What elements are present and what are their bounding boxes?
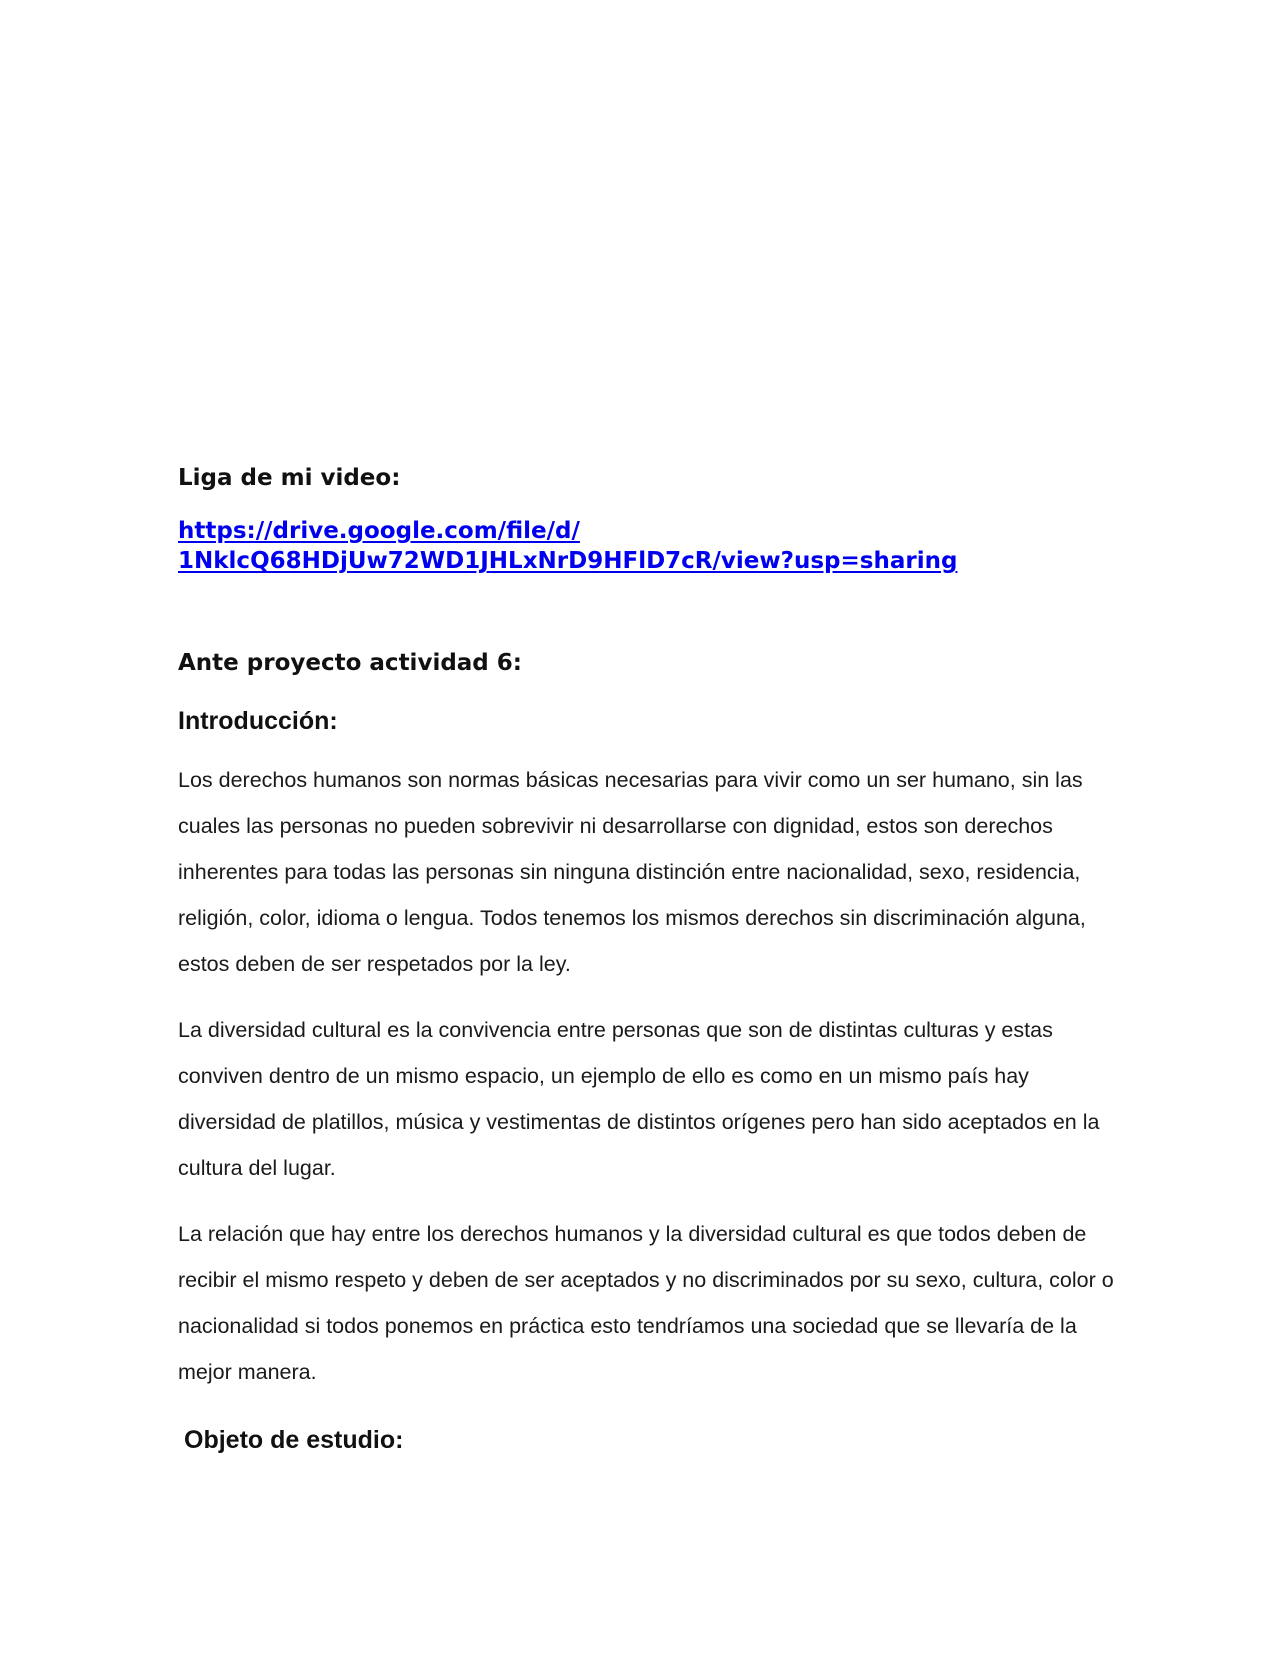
object-heading-block [184,1424,1114,1456]
paragraph-2: La diversidad cultural es la convivencia entre personas que son de distintas culturas y estas conviven dentro de un mismo espacio, un ejemplo de ello es como en un mismo país hay diversidad de platillos, música y vestimentas de distintos orígenes pero han sido aceptados en la cultura del lugar. [178,1018,1100,1180]
video-label-block [178,463,1108,493]
paragraph-2-block [178,1007,1108,1191]
project-title-block [178,648,1108,678]
object-heading: Objeto de estudio: [184,1426,404,1454]
video-label: Liga de mi video: [178,465,401,491]
video-link-line2[interactable]: 1NklcQ68HDjUw72WD1JHLxNrD9HFlD7cR/view?usp=sharing [178,548,958,574]
paragraph-1-block [178,757,1108,987]
paragraph-1: Los derechos humanos son normas básicas necesarias para vivir como un ser humano, sin las cuales las personas no pueden sobrevivir ni desarrollarse con dignidad, estos son derechos inherentes para todas las personas sin ninguna distinción entre nacionalidad, sexo, residencia, religión, color, idioma o lengua. Todos tenemos los mismos derechos sin discriminación alguna, estos deben de ser respetados por la ley. [178,768,1086,976]
video-link-block[interactable] [178,516,1108,576]
intro-heading-block [178,705,1108,737]
paragraph-3-block [178,1211,1114,1395]
video-link-line1[interactable]: https://drive.google.com/file/d/ [178,518,580,544]
project-title: Ante proyecto actividad 6: [178,650,522,676]
paragraph-3: La relación que hay entre los derechos humanos y la diversidad cultural es que todos deben de recibir el mismo respeto y deben de ser aceptados y no discriminados por su sexo, cultura, color o nacionalidad si todos ponemos en práctica esto tendríamos una sociedad que se llevaría de la mejor manera. [178,1222,1114,1384]
intro-heading: Introducción: [178,707,338,735]
